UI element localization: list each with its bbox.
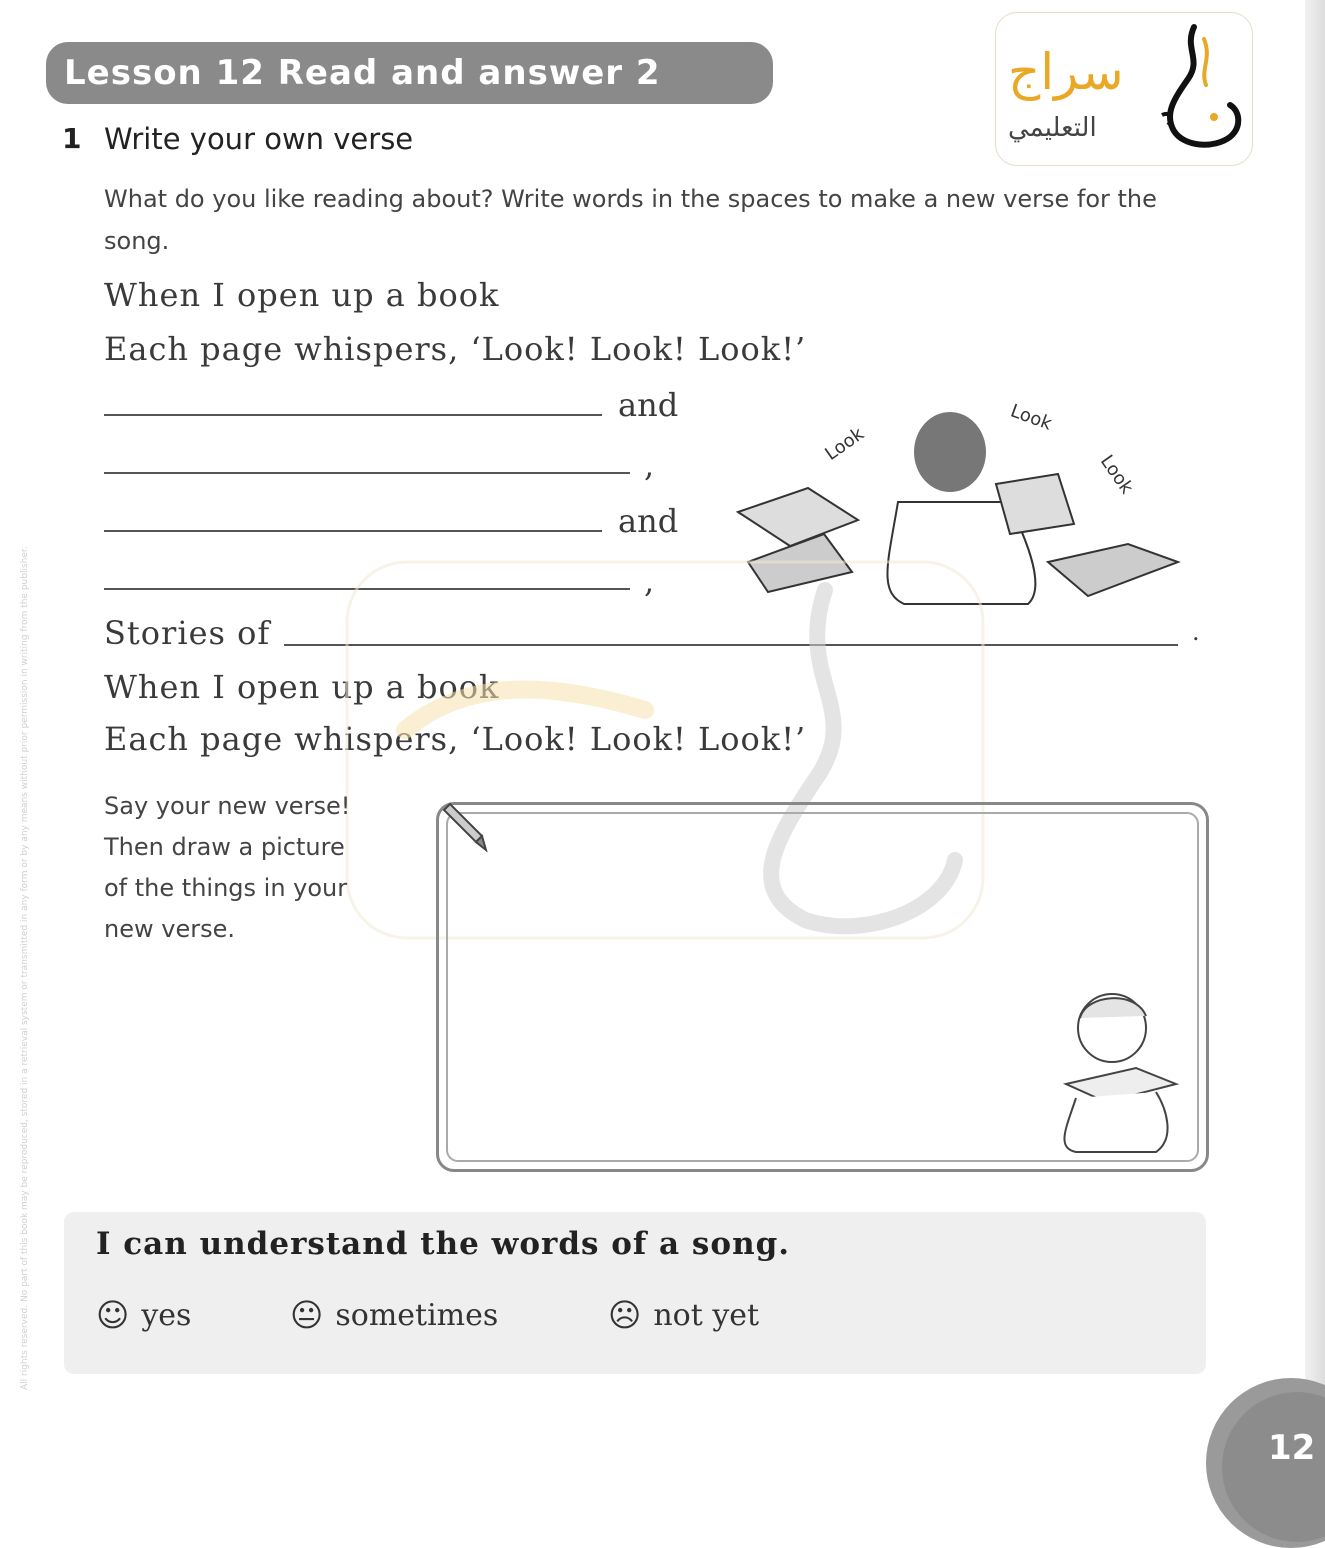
blank-3-suffix: and — [618, 502, 679, 540]
task-instructions: What do you like reading about? Write words in the spaces to make a new verse for the song. — [104, 185, 1157, 255]
look-label-2: Look — [1007, 400, 1055, 435]
answer-blank-3[interactable] — [104, 530, 602, 532]
answer-blank-2[interactable] — [104, 472, 630, 474]
rating-yes[interactable] — [96, 1296, 191, 1334]
blank-2-suffix: , — [644, 446, 655, 484]
pencil-icon — [436, 800, 488, 852]
boy-reading-illustration — [1036, 988, 1196, 1156]
rating-label: sometimes — [335, 1297, 499, 1333]
stories-prefix: Stories of — [104, 614, 271, 652]
task-title: Write your own verse — [104, 122, 414, 156]
look-label-3: Look — [1095, 451, 1138, 498]
logo-text-small: التعليمي — [1008, 113, 1097, 143]
rating-not-yet[interactable] — [608, 1296, 759, 1334]
blank-1-suffix: and — [618, 386, 679, 424]
logo-text-large: سراج — [1008, 43, 1124, 101]
neutral-face-icon: 😐 — [290, 1296, 324, 1334]
verse-line-2: Each page whispers, ‘Look! Look! Look!’ — [104, 330, 807, 368]
rating-label: not yet — [653, 1297, 760, 1333]
lesson-title-bar — [46, 42, 773, 104]
self-check-statement: I can understand the words of a song. — [96, 1226, 791, 1262]
calligraphy-mark-icon — [1144, 19, 1248, 159]
rating-sometimes[interactable] — [290, 1296, 498, 1334]
sad-face-icon: ☹ — [608, 1296, 642, 1334]
verse-line-1: When I open up a book — [104, 276, 500, 314]
blank-4-suffix: , — [644, 562, 655, 600]
stories-suffix: . — [1192, 618, 1200, 646]
task-number: 1 — [62, 122, 82, 155]
prompt-line-3: of the things in your — [104, 874, 348, 902]
look-label-1: Look — [821, 423, 868, 465]
verse-line-7: When I open up a book — [104, 668, 500, 706]
page-edge-shadow — [1305, 0, 1325, 1496]
happy-face-icon: ☺ — [96, 1296, 130, 1334]
rating-label: yes — [141, 1297, 192, 1333]
prompt-line-1: Say your new verse! — [104, 792, 351, 820]
drawing-prompt — [104, 786, 424, 950]
page-number: 12 — [1268, 1428, 1316, 1468]
publisher-logo — [995, 12, 1253, 166]
copyright-notice: All rights reserved. No part of this book may be reproduced, stored in a retrieval system or transmitted in any form or by any means without prior permission in writing from the publisher. — [20, 546, 30, 1390]
verse-line-8: Each page whispers, ‘Look! Look! Look!’ — [104, 720, 807, 758]
answer-blank-1[interactable] — [104, 414, 602, 416]
prompt-line-2: Then draw a picture — [104, 833, 345, 861]
prompt-line-4: new verse. — [104, 915, 235, 943]
lesson-title: Lesson 12 Read and answer 2 — [64, 53, 661, 93]
